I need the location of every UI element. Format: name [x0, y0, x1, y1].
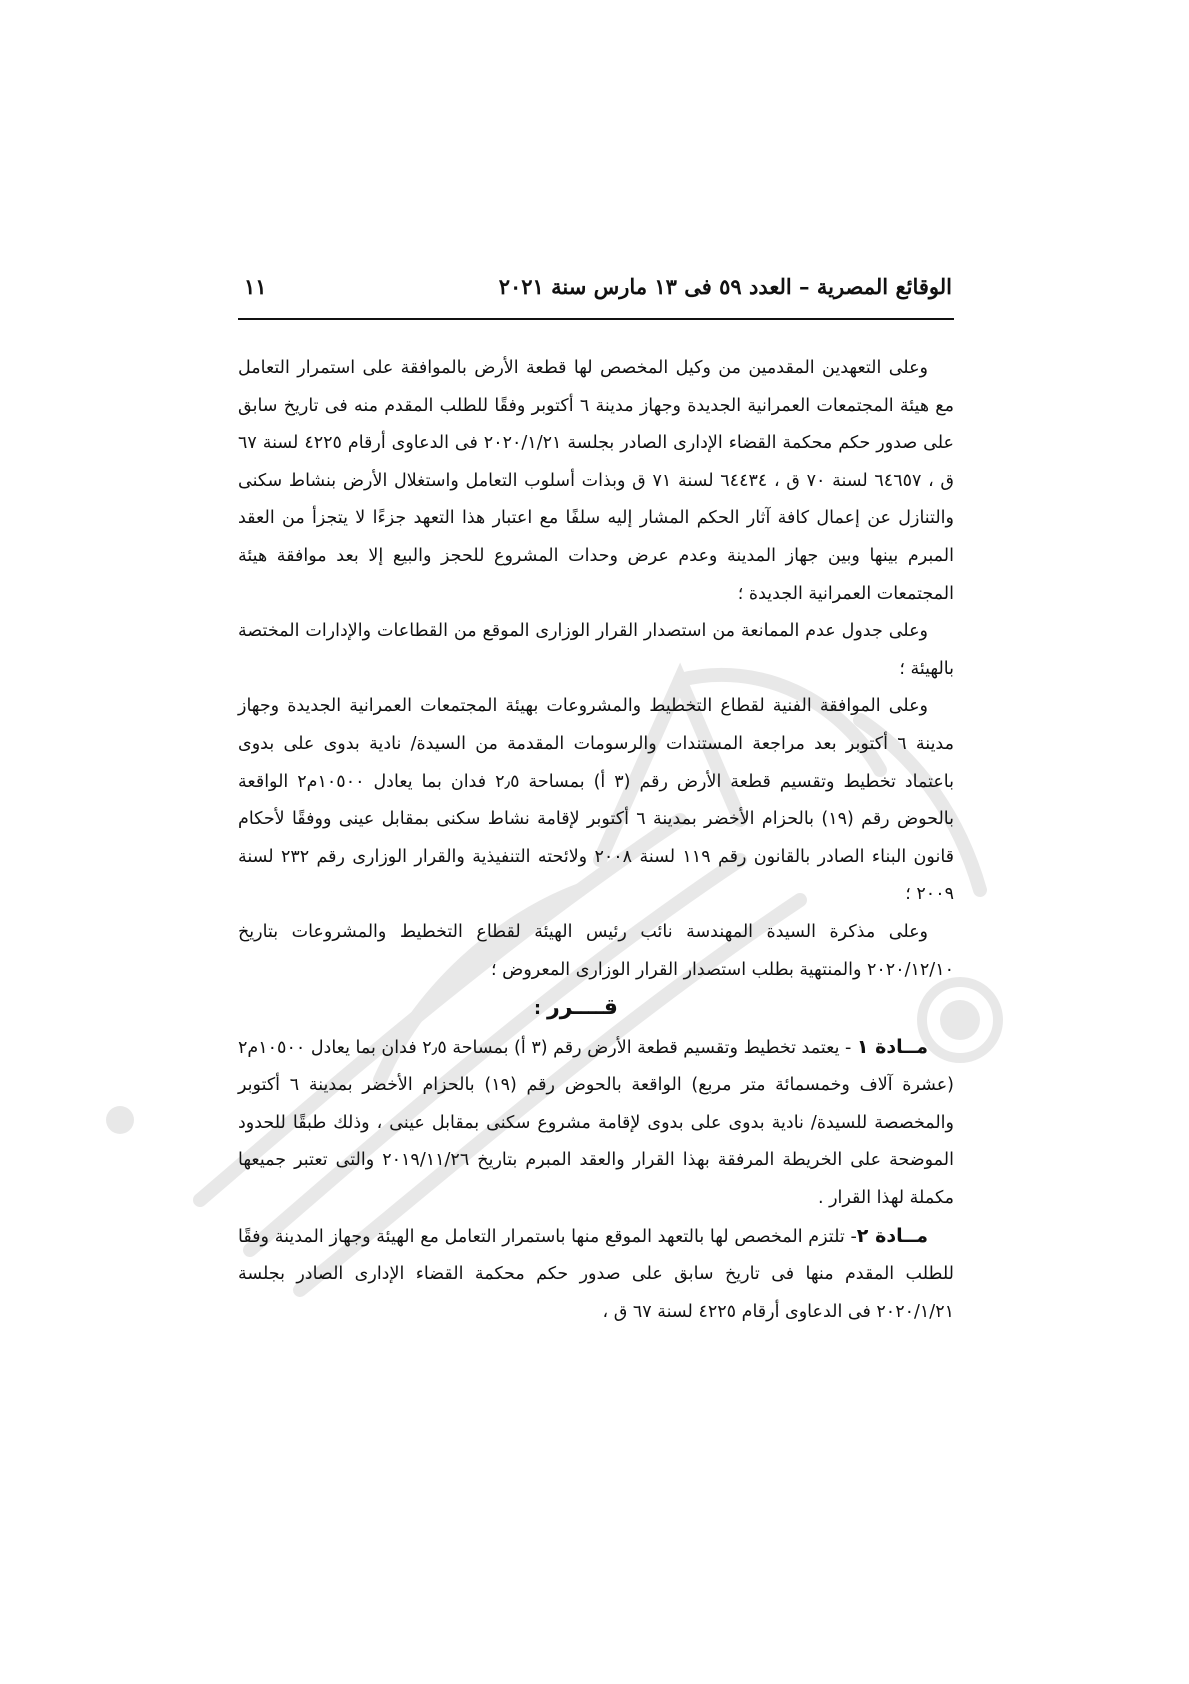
decision-heading: [238, 989, 954, 1029]
paragraph-no-objection: وعلى جدول عدم الممانعة من استصدار القرار الوزارى الموقع من القطاعات والإدارات المختصة بالهيئة ؛: [238, 621, 954, 679]
gazette-title: الوقائع المصرية – العدد ٥٩ فى ١٣ مارس سنة ٢٠٢١: [498, 274, 952, 299]
header-divider: [238, 318, 954, 320]
article-1: [238, 1029, 954, 1218]
article-2: [238, 1218, 954, 1332]
paragraph-undertakings: وعلى التعهدين المقدمين من وكيل المخصص لها قطعة الأرض بالموافقة على استمرار التعامل مع هيئة المجتمعات العمرانية الجديدة وجهاز مدينة ٦ أكتوبر وفقًا للطلب المقدم منه فى تاريخ سابق على صدور حكم محكمة القضاء الإدارى الصادر بجلسة ٢٠٢٠/١/٢١ فى الدعاوى أرقام ٤٢٢٥ لسنة ٦٧ ق ، ٦٤٦٥٧ لسنة ٧٠ ق ، ٦٤٤٣٤ لسنة ٧١ ق وبذات أسلوب التعامل واستغلال الأرض بنشاط سكنى والتنازل عن إعمال كافة آثار الحكم المشار إليه سلفًا مع اعتبار هذا التعهد جزءًا لا يتجزأ من العقد المبرم بينها وبين جهاز المدينة وعدم عرض وحدات المشروع للحجز والبيع إلا بعد موافقة هيئة المجتمعات العمرانية الجديدة ؛: [238, 358, 955, 604]
decision-word: قــــرر: [547, 995, 618, 1021]
decision-colon: :: [534, 999, 548, 1020]
page-number: ١١: [244, 274, 267, 299]
paragraph-technical-approval: وعلى الموافقة الفنية لقطاع التخطيط والمشروعات بهيئة المجتمعات العمرانية الجديدة وجهاز مدينة ٦ أكتوبر بعد مراجعة المستندات والرسومات المقدمة من السيدة/ نادية بدوى على بدوى باعتماد تخطيط وتقسيم قطعة الأرض رقم (٣ أ) بمساحة ٢٫٥ فدان بما يعادل ١٠٥٠٠م٢ الواقعة بالحوض رقم (١٩) بالحزام الأخضر بمدينة ٦ أكتوبر لإقامة نشاط سكنى بمقابل عينى ووفقًا لأحكام قانون البناء الصادر بالقانون رقم ١١٩ لسنة ٢٠٠٨ ولائحته التنفيذية والقرار الوزارى رقم ٢٣٢ لسنة ٢٠٠٩ ؛: [238, 696, 955, 905]
article-2-heading: مــادة ٢: [856, 1224, 929, 1247]
article-1-heading: مــادة ١: [856, 1035, 929, 1058]
document-body: [238, 350, 954, 1331]
article-2-text: - تلتزم المخصص لها بالتعهد الموقع منها باستمرار التعامل مع الهيئة وجهاز المدينة وفقًا للطلب المقدم منها فى تاريخ سابق على صدور حكم محكمة القضاء الإدارى الصادر بجلسة ٢٠٢٠/١/٢١ فى الدعاوى أرقام ٤٢٢٥ لسنة ٦٧ ق ،: [238, 1226, 954, 1322]
paragraph-memo: وعلى مذكرة السيدة المهندسة نائب رئيس الهيئة لقطاع التخطيط والمشروعات بتاريخ ٢٠٢٠/١٢/١٠ والمنتهية بطلب استصدار القرار الوزارى المعروض ؛: [238, 921, 954, 980]
article-1-text: - يعتمد تخطيط وتقسيم قطعة الأرض رقم (٣ أ) بمساحة ٢٫٥ فدان بما يعادل ١٠٥٠٠م٢ (عشرة آلاف وخمسمائة متر مربع) الواقعة بالحوض رقم (١٩) بالحزام الأخضر بمدينة ٦ أكتوبر والمخصصة للسيدة/ نادية بدوى على بدوى لإقامة مشروع سكنى بمقابل عينى ، وذلك طبقًا للحدود الموضحة على الخريطة المرفقة بهذا القرار والعقد المبرم بتاريخ ٢٠١٩/١١/٢٦ والتى تعتبر جميعها مكملة لهذا القرار .: [238, 1037, 954, 1209]
page-header: [240, 274, 952, 318]
